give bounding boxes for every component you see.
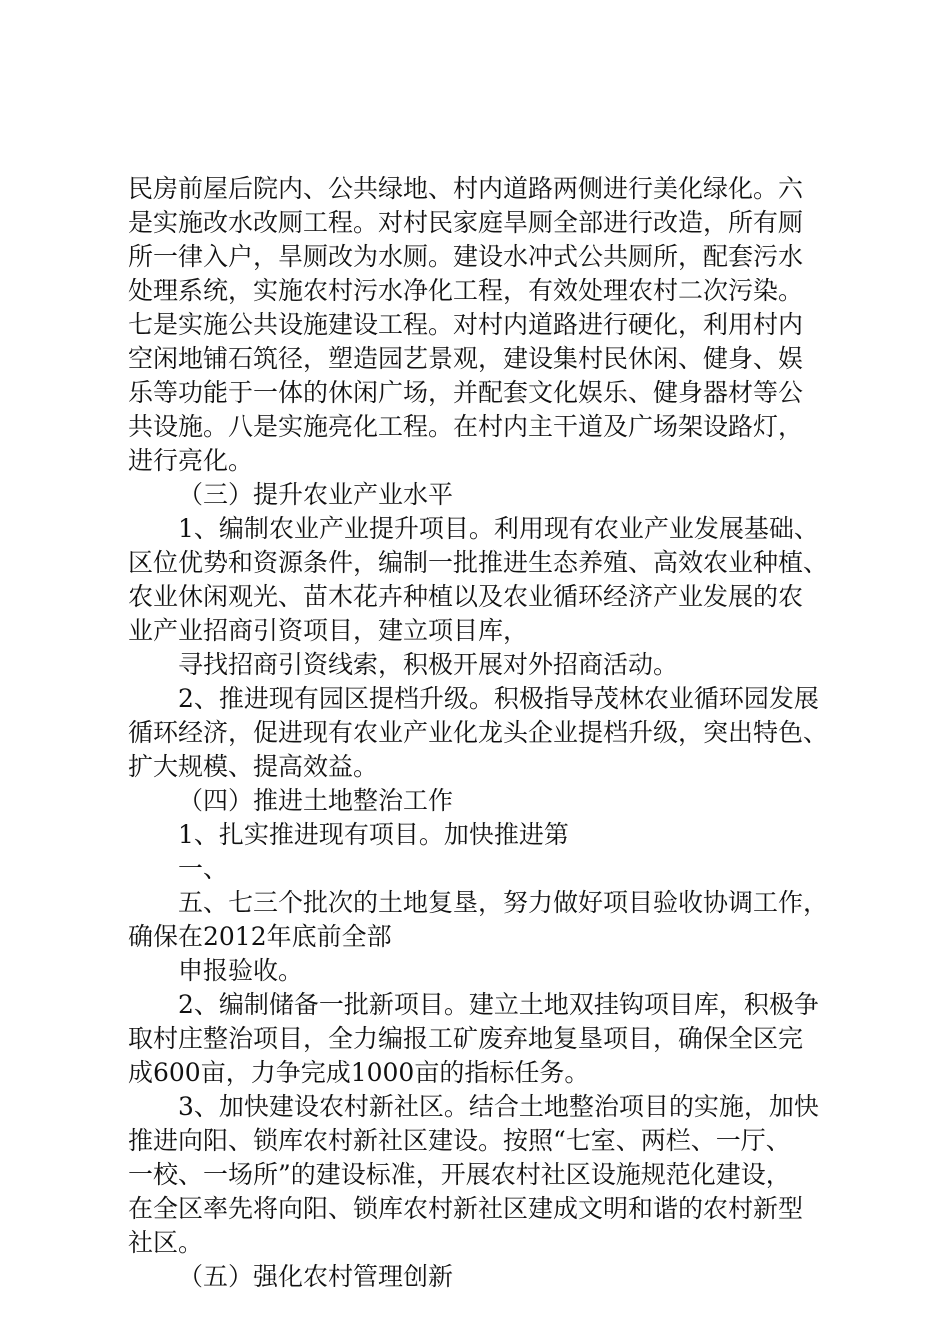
text-line: 七是实施公共设施建设工程。对村内道路进行硬化，利用村内 <box>128 310 804 339</box>
text-line: 处理系统，实施农村污水净化工程，有效处理农村二次污染。 <box>128 276 804 305</box>
text-line: 乐等功能于一体的休闲广场，并配套文化娱乐、健身器材等公 <box>128 378 804 407</box>
text-line: 推进向阳、锁库农村新社区建设。按照“七室、两栏、一厅、 <box>128 1126 791 1155</box>
text-line: 在全区率先将向阳、锁库农村新社区建成文明和谐的农村新型 <box>128 1194 804 1223</box>
text-line: 扩大规模、提高效益。 <box>128 752 379 781</box>
text-line: 一校、一场所”的建设标准，开展农村社区设施规范化建设， <box>128 1160 791 1189</box>
text-line: 农业休闲观光、苗木花卉种植以及农业循环经济产业发展的农 <box>128 582 804 611</box>
section-heading: （三）提升农业产业水平 <box>178 480 454 509</box>
text-line: 区位优势和资源条件，编制一批推进生态养殖、高效农业种植、 <box>128 548 829 577</box>
text-line: 空闲地铺石筑径，塑造园艺景观，建设集村民休闲、健身、娱 <box>128 344 804 373</box>
text-line: 五、七三个批次的土地复垦，努力做好项目验收协调工作， <box>178 888 829 917</box>
text-line: 确保在2012年底前全部 <box>128 922 392 951</box>
text-line: 取村庄整治项目，全力编报工矿废弃地复垦项目，确保全区完 <box>128 1024 804 1053</box>
text-line: 2、推进现有园区提档升级。积极指导茂林农业循环园发展 <box>178 684 819 713</box>
text-line: 进行亮化。 <box>128 446 254 475</box>
text-line: 成600亩，力争完成1000亩的指标任务。 <box>128 1058 590 1087</box>
section-heading: （五）强化农村管理创新 <box>178 1262 454 1291</box>
text-line: 社区。 <box>128 1228 204 1257</box>
text-line: 申报验收。 <box>178 956 304 985</box>
text-line: 所一律入户，旱厕改为水厕。建设水冲式公共厕所，配套污水 <box>128 242 804 271</box>
text-line: 是实施改水改厕工程。对村民家庭旱厕全部进行改造，所有厕 <box>128 208 804 237</box>
text-line: 业产业招商引资项目，建立项目库， <box>128 616 529 645</box>
text-line: 3、加快建设农村新社区。结合土地整治项目的实施，加快 <box>178 1092 819 1121</box>
text-line: 共设施。八是实施亮化工程。在村内主干道及广场架设路灯， <box>128 412 804 441</box>
text-line: 一、 <box>178 854 229 883</box>
text-line: 循环经济，促进现有农业产业化龙头企业提档升级，突出特色、 <box>128 718 829 747</box>
text-line: 寻找招商引资线索，积极开展对外招商活动。 <box>178 650 679 679</box>
text-line: 1、编制农业产业提升项目。利用现有农业产业发展基础、 <box>178 514 819 543</box>
section-heading: （四）推进土地整治工作 <box>178 786 454 815</box>
text-line: 2、编制储备一批新项目。建立土地双挂钩项目库，积极争 <box>178 990 819 1019</box>
text-line: 民房前屋后院内、公共绿地、村内道路两侧进行美化绿化。六 <box>128 174 804 203</box>
text-line: 1、扎实推进现有项目。加快推进第 <box>178 820 569 849</box>
